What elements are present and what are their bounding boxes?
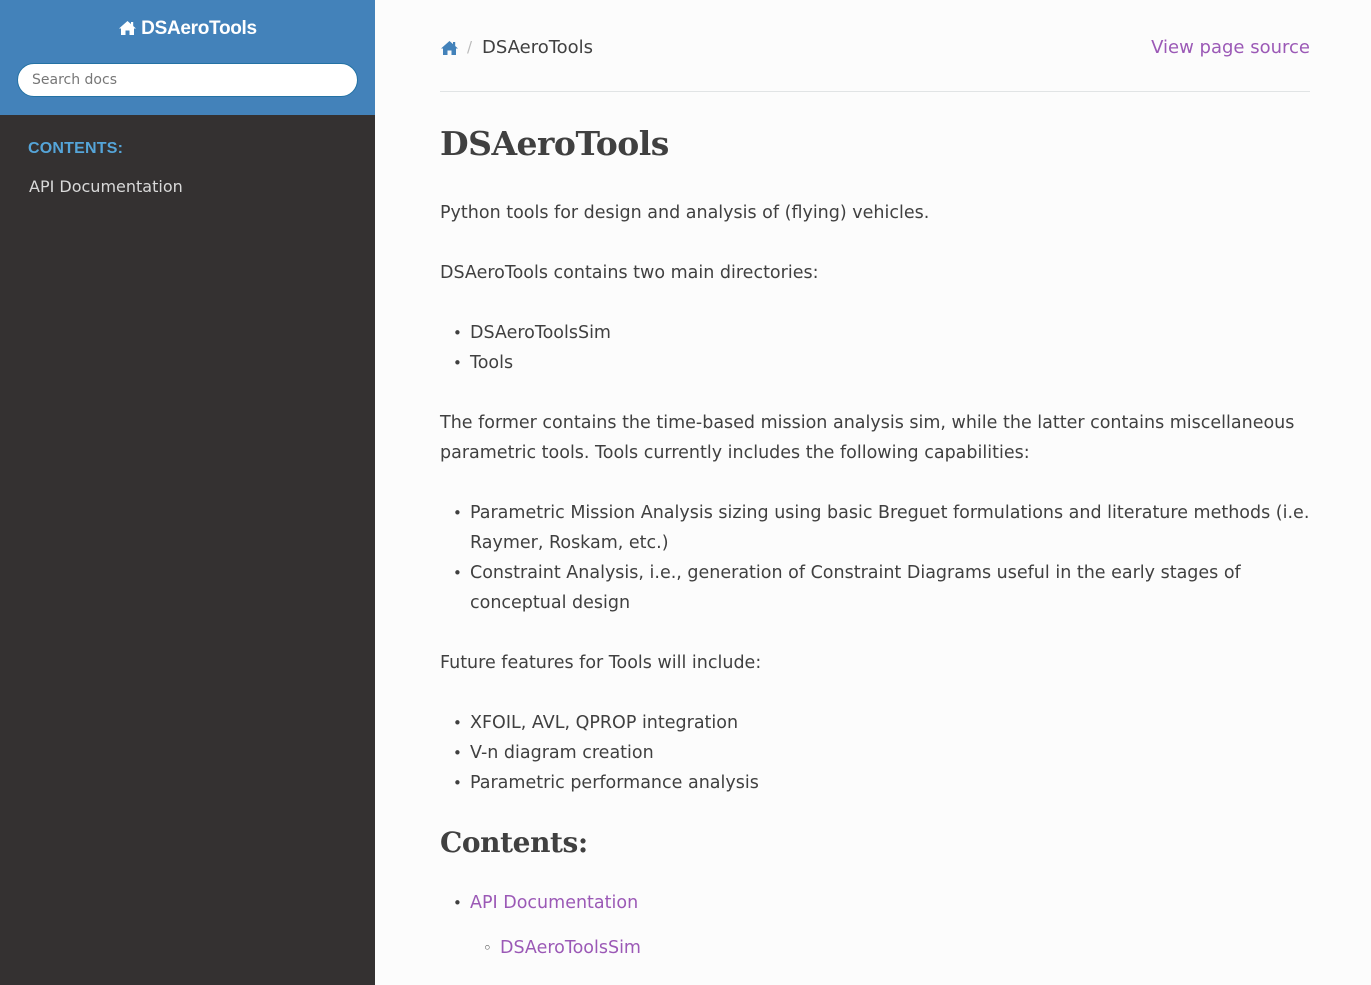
- sidebar-header: [0, 0, 375, 115]
- contents-heading: Contents:: [440, 826, 588, 859]
- sidebar-item-api-documentation[interactable]: API Documentation: [29, 177, 183, 196]
- toc-link-api-documentation[interactable]: API Documentation: [470, 893, 639, 913]
- divider: [440, 91, 1310, 92]
- list-item: • V-n diagram creation: [470, 738, 1310, 768]
- list-item: • DSAeroToolsSim: [470, 318, 1310, 348]
- list-item: • Constraint Analysis, i.e., generation of Constraint Diagrams useful in the early stages of conceptual design: [470, 558, 1310, 618]
- toc-subitem: [500, 933, 1310, 963]
- breadcrumb-separator: /: [467, 38, 473, 56]
- toc-link-dsaerotoolssim[interactable]: DSAeroToolsSim: [500, 938, 641, 958]
- future-intro: Future features for Tools will include:: [440, 653, 762, 673]
- directories-intro: DSAeroTools contains two main directories:: [440, 263, 819, 283]
- brand-link[interactable]: [0, 18, 375, 40]
- breadcrumb: [440, 37, 1310, 61]
- brand-name: DSAeroTools: [141, 18, 257, 39]
- list-item: • Parametric performance analysis: [470, 768, 1310, 798]
- description-paragraph: The former contains the time-based mission analysis sim, while the latter contains miscellaneous parametric tools. Tools currently includes the following capabilities:: [440, 413, 1295, 463]
- capabilities-list: [440, 498, 1310, 618]
- toc-sublist: [470, 933, 1310, 963]
- home-icon: [118, 20, 137, 36]
- home-icon[interactable]: [440, 40, 459, 61]
- sidebar: [0, 0, 375, 985]
- future-list: [440, 708, 1310, 798]
- list-item: • Parametric Mission Analysis sizing using basic Breguet formulations and literature methods (i.e. Raymer, Roskam, etc.): [470, 498, 1310, 558]
- list-item: • Tools: [470, 348, 1310, 378]
- view-page-source-link[interactable]: View page source: [1151, 37, 1310, 58]
- toc-list: [440, 888, 1310, 918]
- search-input[interactable]: [17, 63, 358, 97]
- intro-paragraph: Python tools for design and analysis of (flying) vehicles.: [440, 203, 930, 223]
- sidebar-caption: CONTENTS:: [28, 140, 124, 157]
- breadcrumb-current: DSAeroTools: [482, 37, 594, 58]
- page-title: DSAeroTools: [440, 124, 669, 163]
- list-item: • XFOIL, AVL, QPROP integration: [470, 708, 1310, 738]
- directories-list: [440, 318, 1310, 378]
- toc-item: [470, 888, 1310, 918]
